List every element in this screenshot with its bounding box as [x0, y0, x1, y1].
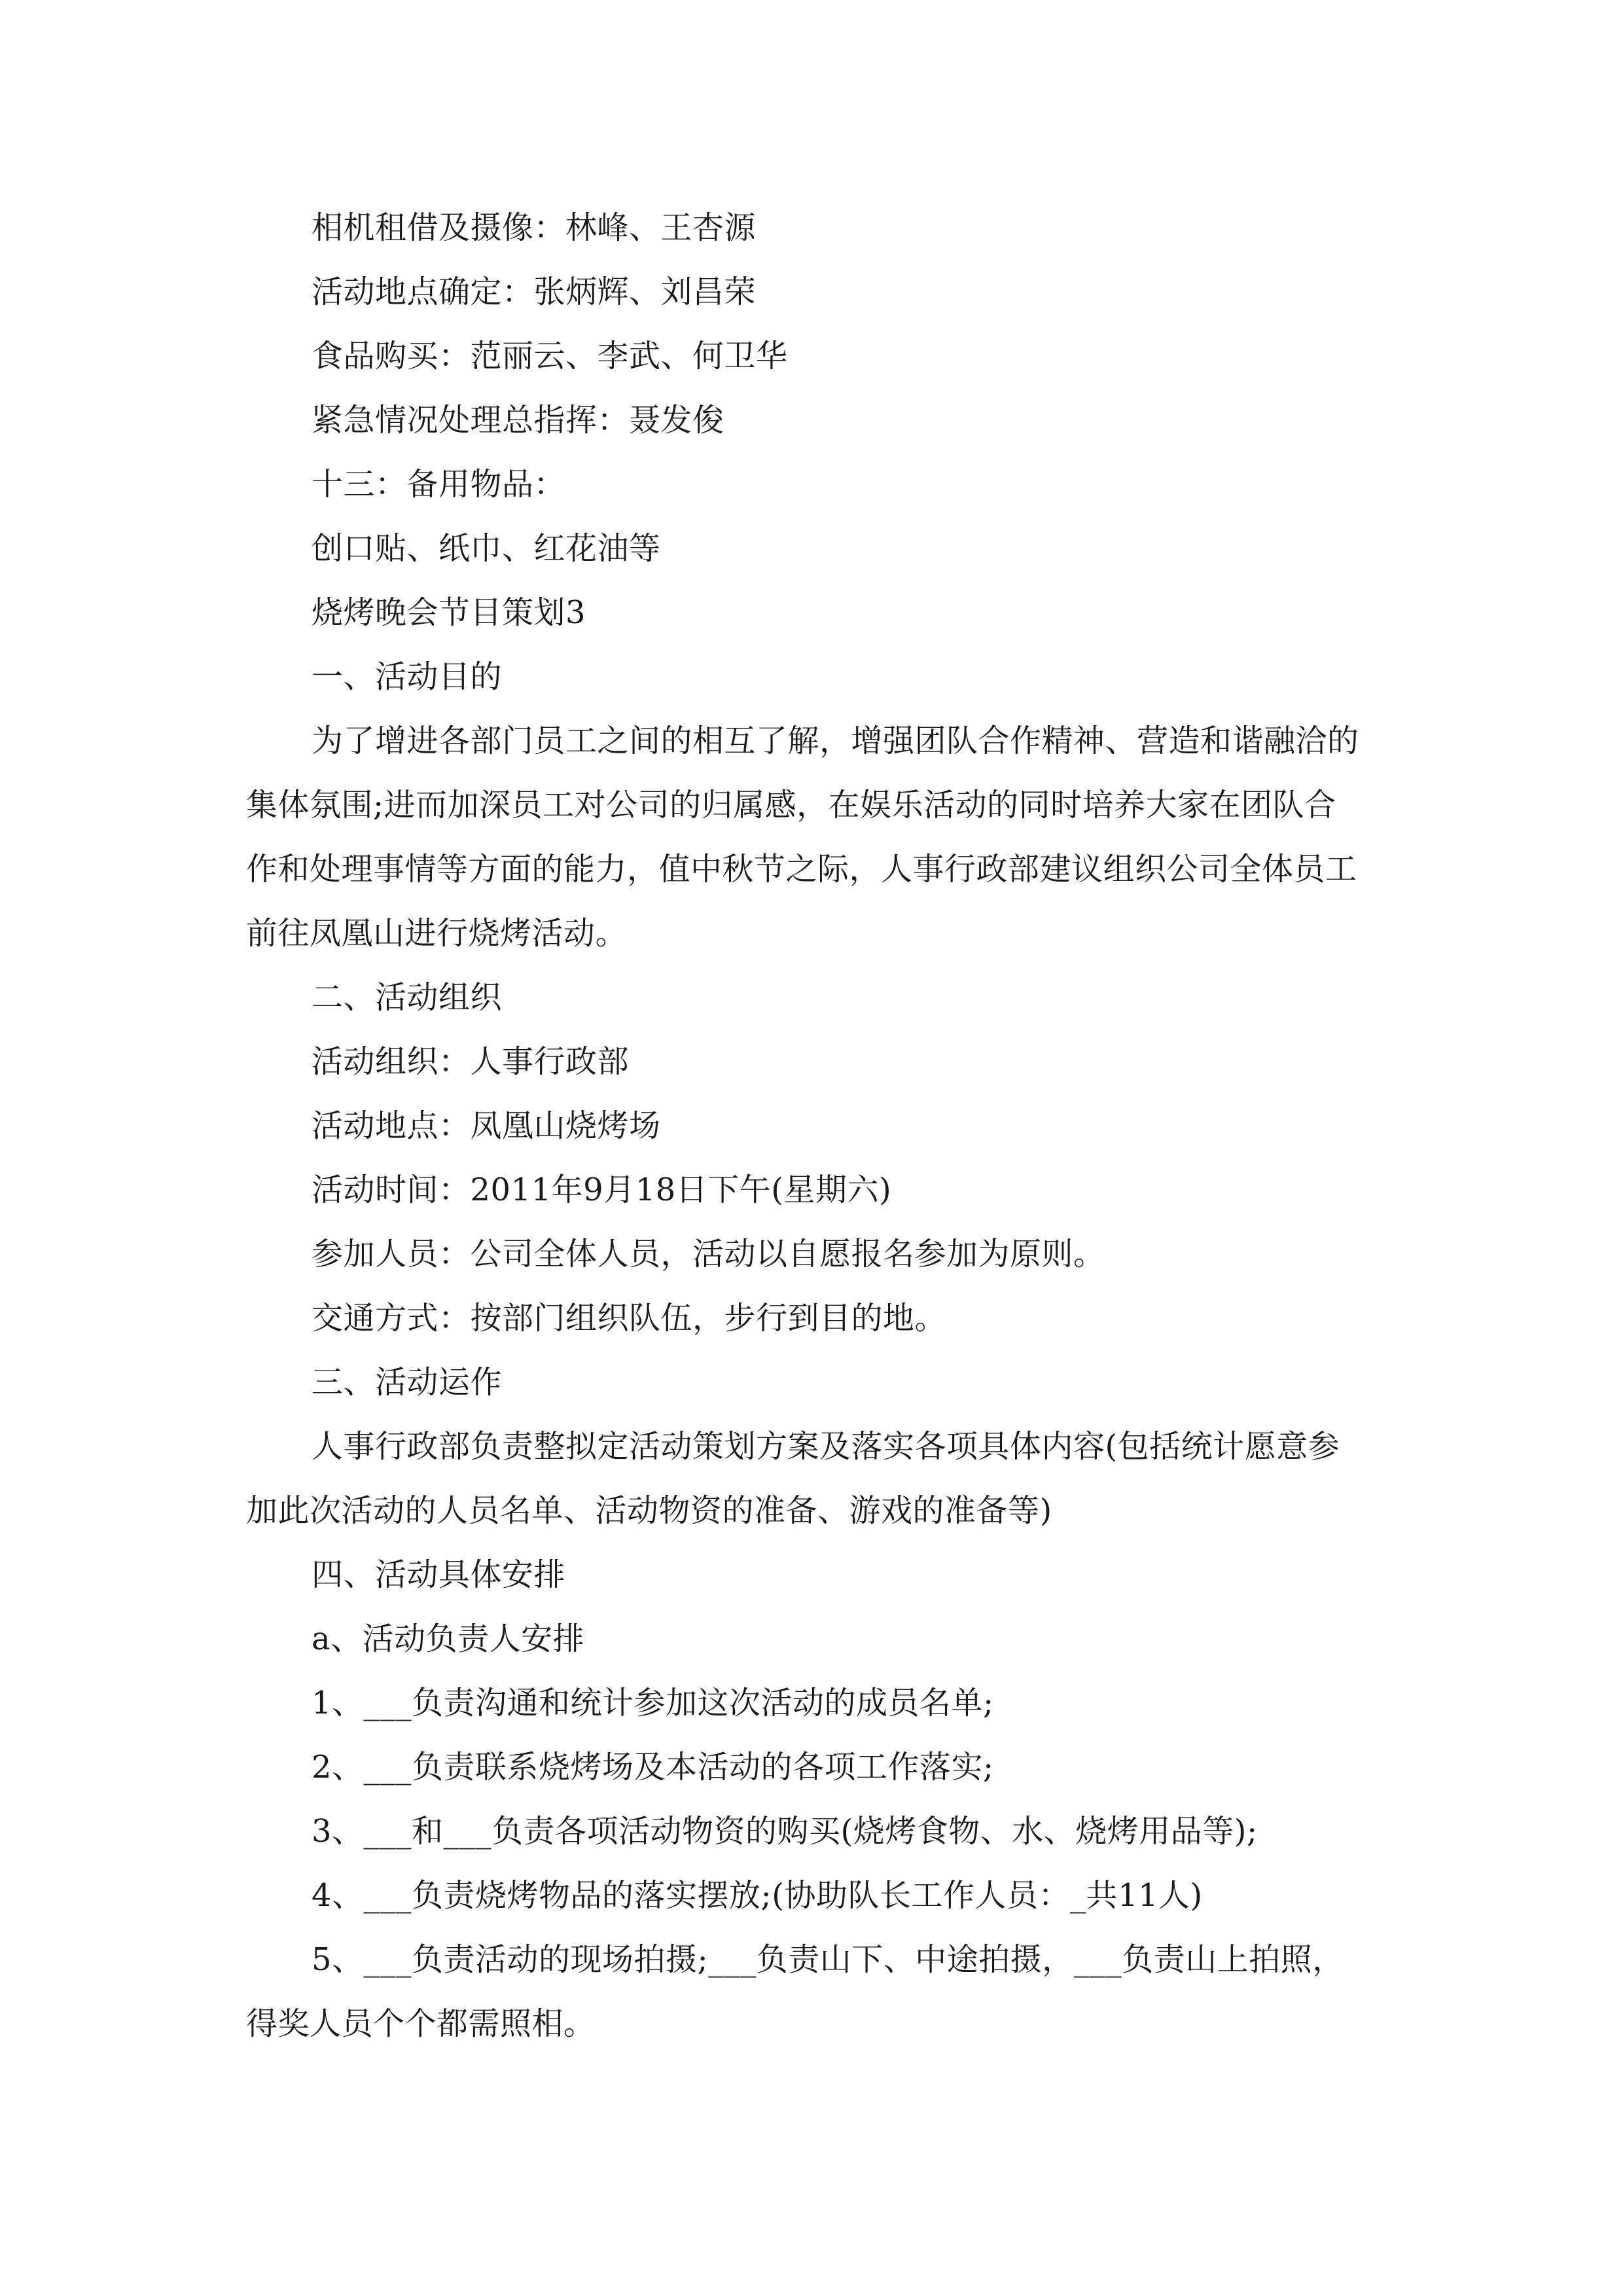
paragraph-line-purpose-2: 集体氛围;进而加深员工对公司的归属感，在娱乐活动的同时培养大家在团队合	[246, 787, 1336, 823]
list-item-5: 5、___负责活动的现场拍摄;___负责山下、中途拍摄，___负责山上拍照，	[312, 1941, 1344, 1978]
text-line-venue-confirm: 活动地点确定：张炳辉、刘昌荣	[312, 274, 757, 310]
text-line-spare-items: 创口贴、纸巾、红花油等	[312, 530, 661, 567]
list-item-3: 3、___和___负责各项活动物资的购买(烧烤食物、水、烧烤用品等);	[312, 1813, 1258, 1850]
paragraph-line-purpose-1: 为了增进各部门员工之间的相互了解，增强团队合作精神、营造和谐融洽的	[312, 723, 1359, 759]
section-heading-spare-items: 十三：备用物品：	[312, 466, 566, 503]
section-heading-purpose: 一、活动目的	[312, 658, 503, 695]
text-line-participants: 参加人员：公司全体人员，活动以自愿报名参加为原则。	[312, 1236, 1105, 1272]
text-line-food-purchase: 食品购买：范丽云、李武、何卫华	[312, 338, 788, 374]
paragraph-line-purpose-4: 前往凤凰山进行烧烤活动。	[246, 915, 628, 952]
list-item-5-continued: 得奖人员个个都需照相。	[246, 2005, 596, 2042]
text-line-camera-rental: 相机租借及摄像：林峰、王杏源	[312, 209, 757, 246]
text-line-location: 活动地点：凤凰山烧烤场	[312, 1107, 661, 1144]
paragraph-line-operation-2: 加此次活动的人员名单、活动物资的准备、游戏的准备等)	[246, 1492, 1052, 1529]
list-item-4: 4、___负责烧烤物品的落实摆放;(协助队长工作人员：_共11人)	[312, 1877, 1203, 1914]
text-line-organizer: 活动组织：人事行政部	[312, 1043, 630, 1080]
text-line-time: 活动时间：2011年9月18日下午(星期六)	[312, 1172, 892, 1208]
section-heading-operation: 三、活动运作	[312, 1364, 503, 1401]
document-title: 烧烤晚会节目策划3	[312, 594, 586, 631]
text-line-emergency-commander: 紧急情况处理总指挥：聂发俊	[312, 402, 724, 439]
list-item-2: 2、___负责联系烧烤场及本活动的各项工作落实;	[312, 1749, 994, 1785]
section-heading-organization: 二、活动组织	[312, 979, 503, 1016]
paragraph-line-purpose-3: 作和处理事情等方面的能力，值中秋节之际，人事行政部建议组织公司全体员工	[246, 851, 1357, 888]
list-item-1: 1、___负责沟通和统计参加这次活动的成员名单;	[312, 1685, 994, 1721]
section-heading-arrangement: 四、活动具体安排	[312, 1556, 566, 1593]
paragraph-line-operation-1: 人事行政部负责整拟定活动策划方案及落实各项具体内容(包括统计愿意参	[312, 1428, 1340, 1465]
subheading-responsible-persons: a、活动负责人安排	[312, 1621, 585, 1657]
text-line-transport: 交通方式：按部门组织队伍，步行到目的地。	[312, 1300, 947, 1336]
